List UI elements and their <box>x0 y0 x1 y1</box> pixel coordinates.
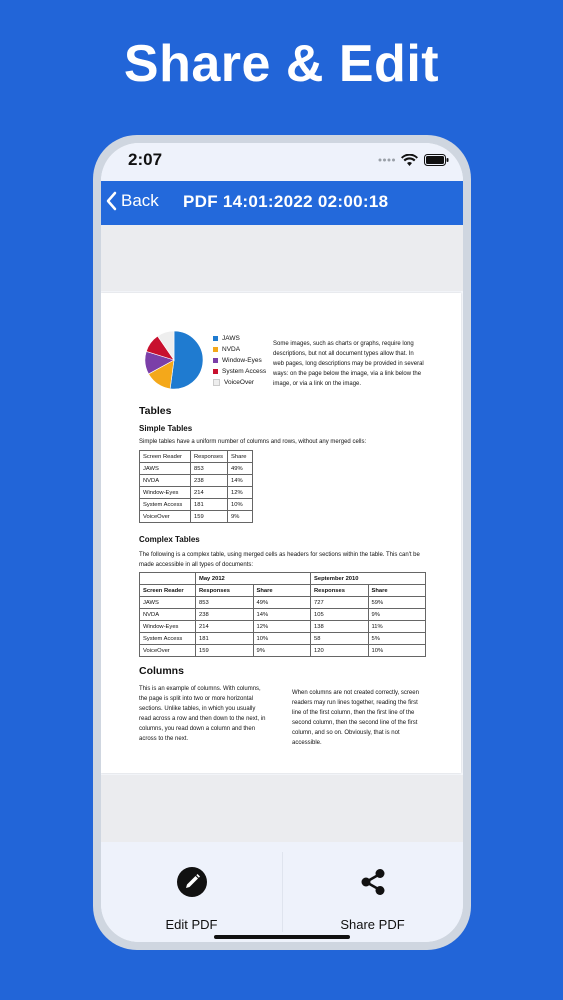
share-pdf-label: Share PDF <box>340 917 405 932</box>
table-row: Window-Eyes 214 12% <box>140 487 253 499</box>
simple-table <box>139 450 253 523</box>
chevron-left-icon <box>105 191 117 211</box>
pencil-icon <box>176 866 208 898</box>
pie-legend <box>213 333 266 388</box>
table-row: VoiceOver 159 9% 120 10% <box>140 645 426 657</box>
edit-pdf-button[interactable] <box>101 866 282 932</box>
table-group-header-row: May 2012 September 2010 <box>140 573 426 585</box>
legend-item <box>213 377 266 388</box>
table-row: Window-Eyes 214 12% 138 11% <box>140 621 426 633</box>
legend-swatch <box>213 369 218 374</box>
table-row: NVDA 238 14% 105 9% <box>140 609 426 621</box>
legend-label: VoiceOver <box>224 379 254 386</box>
status-icons <box>377 153 449 167</box>
battery-icon <box>424 154 449 166</box>
pie-chart <box>143 329 205 391</box>
legend-label: System Access <box>222 368 267 375</box>
pdf-page[interactable] <box>101 293 461 773</box>
simple-tables-heading: Simple Tables <box>139 424 193 433</box>
table-header-row: Screen Reader Responses Share Responses Share <box>140 585 426 597</box>
wifi-icon <box>401 154 418 167</box>
legend-item <box>213 355 266 366</box>
nav-bar <box>101 181 463 225</box>
complex-tables-text: The following is a complex table, using merged cells as headers for sections within the table. This can't be made accessible in all types of documents: <box>139 552 420 568</box>
complex-tables-heading: Complex Tables <box>139 535 200 544</box>
columns-left-text: This is an example of columns. With columns, the page is split into two or more horizontal sections. Unlike tables, in which you usually read across a row and then down to the next, in columns, you read down a column and then across to the next. <box>139 686 266 742</box>
table-row: JAWS 853 49% <box>140 463 253 475</box>
columns-right-text: When columns are not created correctly, screen readers may run lines together, reading the first line of the first column, then the first line of the second column, then the second line of the first column, and so on. Obviously, that is not accessible. <box>292 690 419 746</box>
back-button[interactable] <box>105 191 159 211</box>
table-row: NVDA 238 14% <box>140 475 253 487</box>
table-header-row: Screen Reader Responses Share <box>140 451 253 463</box>
headline: Share & Edit <box>123 35 440 93</box>
edit-pdf-label: Edit PDF <box>165 917 218 932</box>
legend-item <box>213 333 266 344</box>
legend-swatch <box>213 358 218 363</box>
status-time: 2:07 <box>128 150 163 169</box>
table-row: VoiceOver 159 9% <box>140 511 253 523</box>
share-pdf-button[interactable] <box>282 866 463 932</box>
pdf-viewer-top-margin <box>101 225 463 291</box>
home-indicator <box>214 935 350 939</box>
columns-heading: Columns <box>139 665 184 677</box>
legend-label: Window-Eyes <box>222 357 262 364</box>
tables-heading: Tables <box>139 405 172 417</box>
legend-swatch <box>213 336 218 341</box>
complex-table <box>139 572 426 657</box>
legend-item <box>213 344 266 355</box>
pdf-viewer-bottom-margin <box>101 775 463 842</box>
bottom-toolbar <box>101 842 463 942</box>
share-icon <box>357 866 389 898</box>
table-row: System Access 181 10% 58 5% <box>140 633 426 645</box>
phone-screen <box>101 143 463 942</box>
legend-swatch <box>213 379 220 386</box>
pie-slice-jaws <box>170 331 203 389</box>
image-description-text: Some images, such as charts or graphs, require long descriptions, but not all document types allow that. In web pages, long descriptions may be provided in several ways: on the page below the image, via a link below the image, or via a link on the image. <box>273 341 424 387</box>
signal-icon <box>377 155 395 165</box>
legend-item <box>213 366 266 377</box>
nav-title: PDF 14:01:2022 02:00:18 <box>183 192 389 211</box>
legend-swatch <box>213 347 218 352</box>
back-label: Back <box>121 191 159 210</box>
legend-label: NVDA <box>222 346 241 353</box>
legend-label: JAWS <box>222 335 240 342</box>
simple-tables-text: Simple tables have a uniform number of columns and rows, without any merged cells: <box>139 439 367 445</box>
table-row: System Access 181 10% <box>140 499 253 511</box>
status-bar <box>101 143 463 181</box>
table-row: JAWS 853 49% 727 59% <box>140 597 426 609</box>
